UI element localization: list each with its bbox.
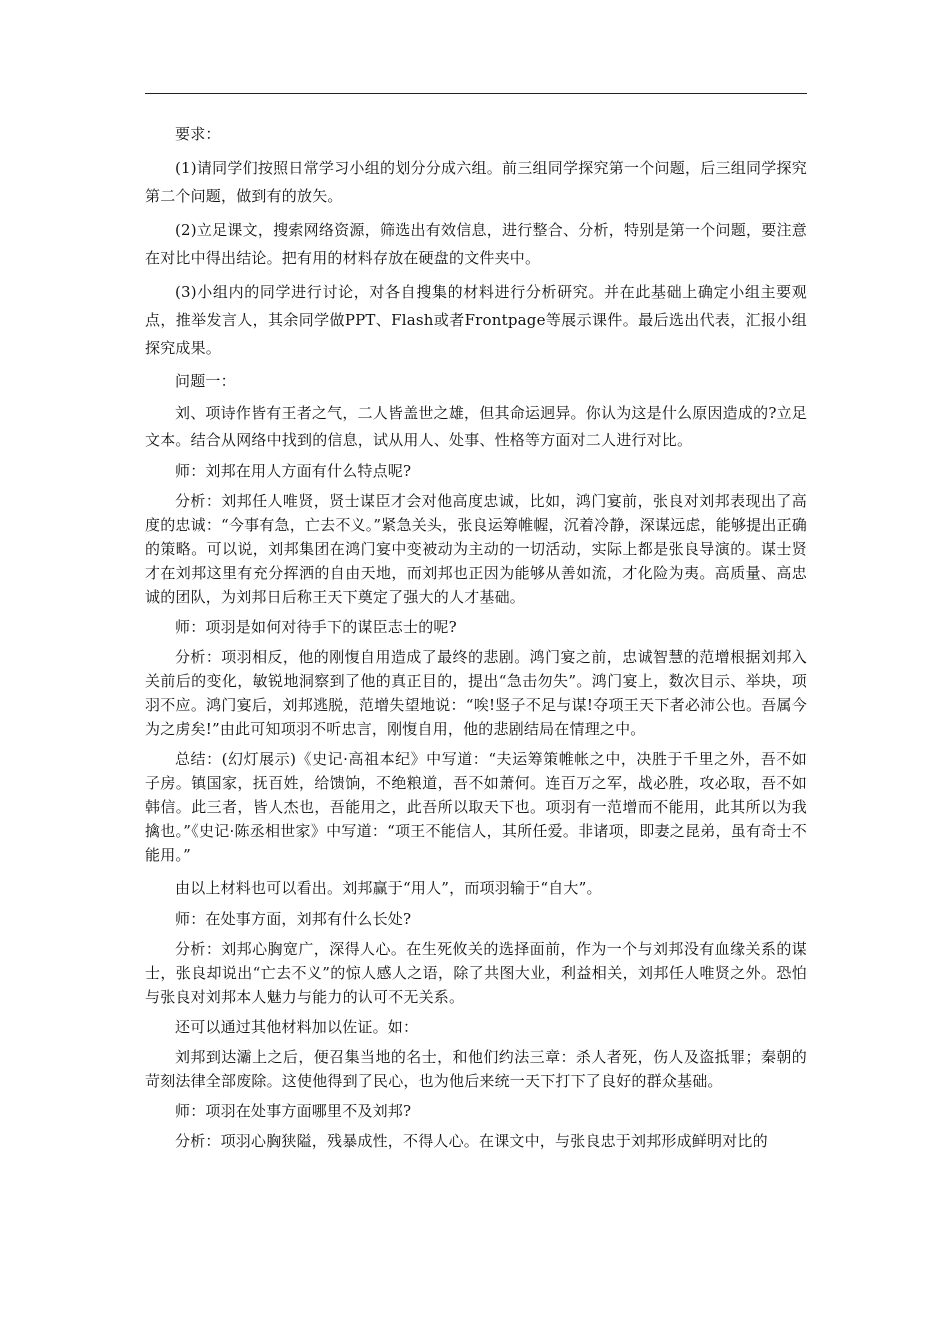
document-body xyxy=(145,120,807,1159)
requirement-2: (2)立足课文，搜索网络资源，筛选出有效信息，进行整合、分析，特别是第一个问题，要注意在对比中得出结论。把有用的材料存放在硬盘的文件夹中。 xyxy=(145,221,807,267)
header-rule xyxy=(145,93,807,94)
teacher-question-2: 师：项羽是如何对待手下的谋臣志士的呢? xyxy=(175,618,457,636)
evidence-intro: 还可以通过其他材料加以佐证。如： xyxy=(175,1018,419,1036)
requirement-1: (1)请同学们按照日常学习小组的划分分成六组。前三组同学探究第一个问题，后三组同学探究第二个问题，做到有的放矢。 xyxy=(145,159,807,205)
question-one-heading: 问题一： xyxy=(175,372,236,390)
question-one-text: 刘、项诗作皆有王者之气，二人皆盖世之雄，但其命运迥异。你认为这是什么原因造成的?立足文本。结合从网络中找到的信息，试从用人、处事、性格等方面对二人进行对比。 xyxy=(145,404,807,449)
evidence-text: 刘邦到达灞上之后，便召集当地的名士，和他们约法三章：杀人者死，伤人及盗抵罪；秦朝的苛刻法律全部废除。这使他得到了民心，也为他后来统一天下打下了良好的群众基础。 xyxy=(145,1048,807,1090)
analysis-1: 分析：刘邦任人唯贤，贤士谋臣才会对他高度忠诚，比如，鸿门宴前，张良对刘邦表现出了高度的忠诚：“今事有急，亡去不义。”紧急关头，张良运筹帷幄，沉着冷静，深谋远虑，能够提出正确的策略。可以说，刘邦集团在鸿门宴中变被动为主动的一切活动，实际上都是张良导演的。谋士贤才在刘邦这里有充分挥洒的自由天地，而刘邦也正因为能够从善如流，才化险为夷。高质量、高忠诚的团队，为刘邦日后称王天下奠定了强大的人才基础。 xyxy=(145,492,807,606)
teacher-question-1: 师：刘邦在用人方面有什么特点呢? xyxy=(175,462,412,480)
analysis-4: 分析：项羽心胸狭隘，残暴成性，不得人心。在课文中，与张良忠于刘邦形成鲜明对比的 xyxy=(175,1132,768,1150)
teacher-question-3: 师：在处事方面，刘邦有什么长处? xyxy=(175,910,412,928)
requirement-3: (3)小组内的同学进行讨论，对各自搜集的材料进行分析研究。并在此基础上确定小组主要观点，推举发言人，其余同学做PPT、Flash或者Frontpage等展示课件。最后选出代表，汇报小组探究成果。 xyxy=(145,283,807,357)
analysis-3: 分析：刘邦心胸宽广，深得人心。在生死攸关的选择面前，作为一个与刘邦没有血缘关系的谋士，张良却说出“亡去不义”的惊人感人之语，除了共图大业，利益相关，刘邦任人唯贤之外。恐怕与张良对刘邦本人魅力与能力的认可不无关系。 xyxy=(145,940,807,1006)
teacher-question-4: 师：项羽在处事方面哪里不及刘邦? xyxy=(175,1102,412,1120)
requirements-heading: 要求： xyxy=(175,125,221,143)
analysis-2: 分析：项羽相反，他的刚愎自用造成了最终的悲剧。鸿门宴之前，忠诚智慧的范增根据刘邦入关前后的变化，敏锐地洞察到了他的真正目的，提出“急击勿失”。鸿门宴上，数次目示、举块，项羽不应。鸿门宴后，刘邦逃脱，范增失望地说：“唉!竖子不足与谋!夺项王天下者必沛公也。吾属今为之虏矣!”由此可知项羽不听忠言，刚愎自用，他的悲剧结局在情理之中。 xyxy=(145,648,807,738)
summary: 总结：(幻灯展示)《史记·高祖本纪》中写道：“夫运筹策帷帐之中，决胜于千里之外，吾不如子房。镇国家，抚百姓，给馈饷，不绝粮道，吾不如萧何。连百万之军，战必胜，攻必取，吾不如韩信。此三者，皆人杰也，吾能用之，此吾所以取天下也。项羽有一范增而不能用，此其所以为我擒也。”《史记·陈丞相世家》中写道：“项王不能信人，其所任爱。非诸项，即妻之昆弟，虽有奇士不能用。” xyxy=(145,750,807,864)
conclusion-line: 由以上材料也可以看出。刘邦赢于“用人”，而项羽输于“自大”。 xyxy=(175,879,602,897)
